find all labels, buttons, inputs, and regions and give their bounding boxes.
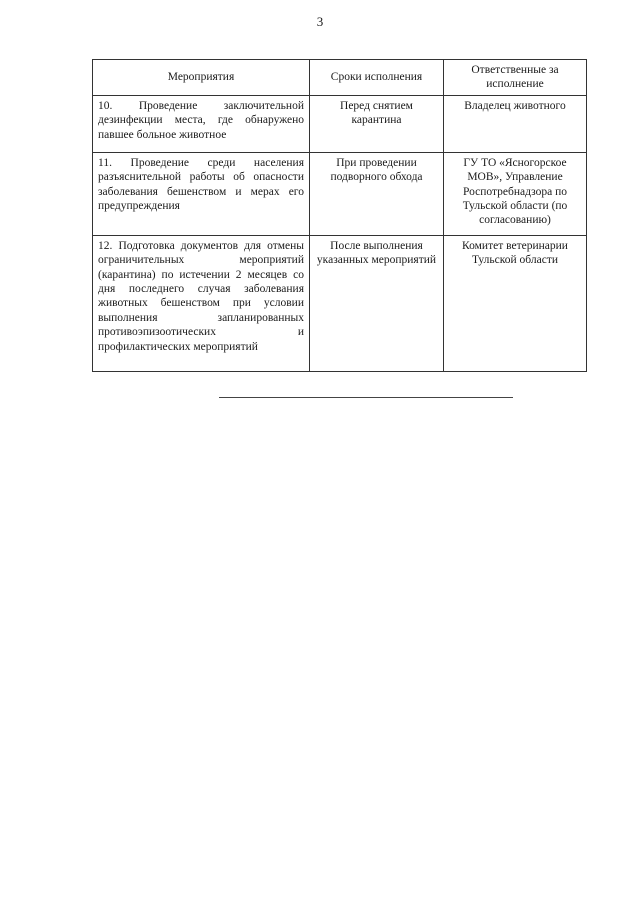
header-responsible: Ответственные за исполнение: [444, 60, 587, 96]
row-term: Перед снятием карантина: [310, 95, 444, 152]
row-event: 12. Подготовка документов для отмены ограничительных мероприятий (карантина) по истечении 2 месяцев со дня последнего случая заболевания животных бешенством при условии выполнения запланированных противоэпизоотических и профилактических мероприятий: [93, 235, 310, 371]
row-responsible: Владелец животного: [444, 95, 587, 152]
table-row: [93, 95, 587, 152]
header-events: Мероприятия: [93, 60, 310, 96]
page-number: 3: [316, 14, 324, 29]
measures-table: [92, 59, 587, 372]
separator-line: [219, 397, 513, 398]
table-row: [93, 235, 587, 371]
row-event: 10. Проведение заключительной дезинфекции места, где обнаружено павшее больное животное: [93, 95, 310, 152]
table-row: [93, 152, 587, 235]
row-event: 11. Проведение среди населения разъяснительной работы об опасности заболевания бешенством и мерах его предупреждения: [93, 152, 310, 235]
row-responsible: Комитет ветеринарии Тульской области: [444, 235, 587, 371]
row-term: При проведении подворного обхода: [310, 152, 444, 235]
table-header-row: [93, 60, 587, 96]
header-deadlines: Сроки исполнения: [310, 60, 444, 96]
row-responsible: ГУ ТО «Ясногорское МОВ», Управление Роспотребнадзора по Тульской области (по согласованию): [444, 152, 587, 235]
row-term: После выполнения указанных мероприятий: [310, 235, 444, 371]
